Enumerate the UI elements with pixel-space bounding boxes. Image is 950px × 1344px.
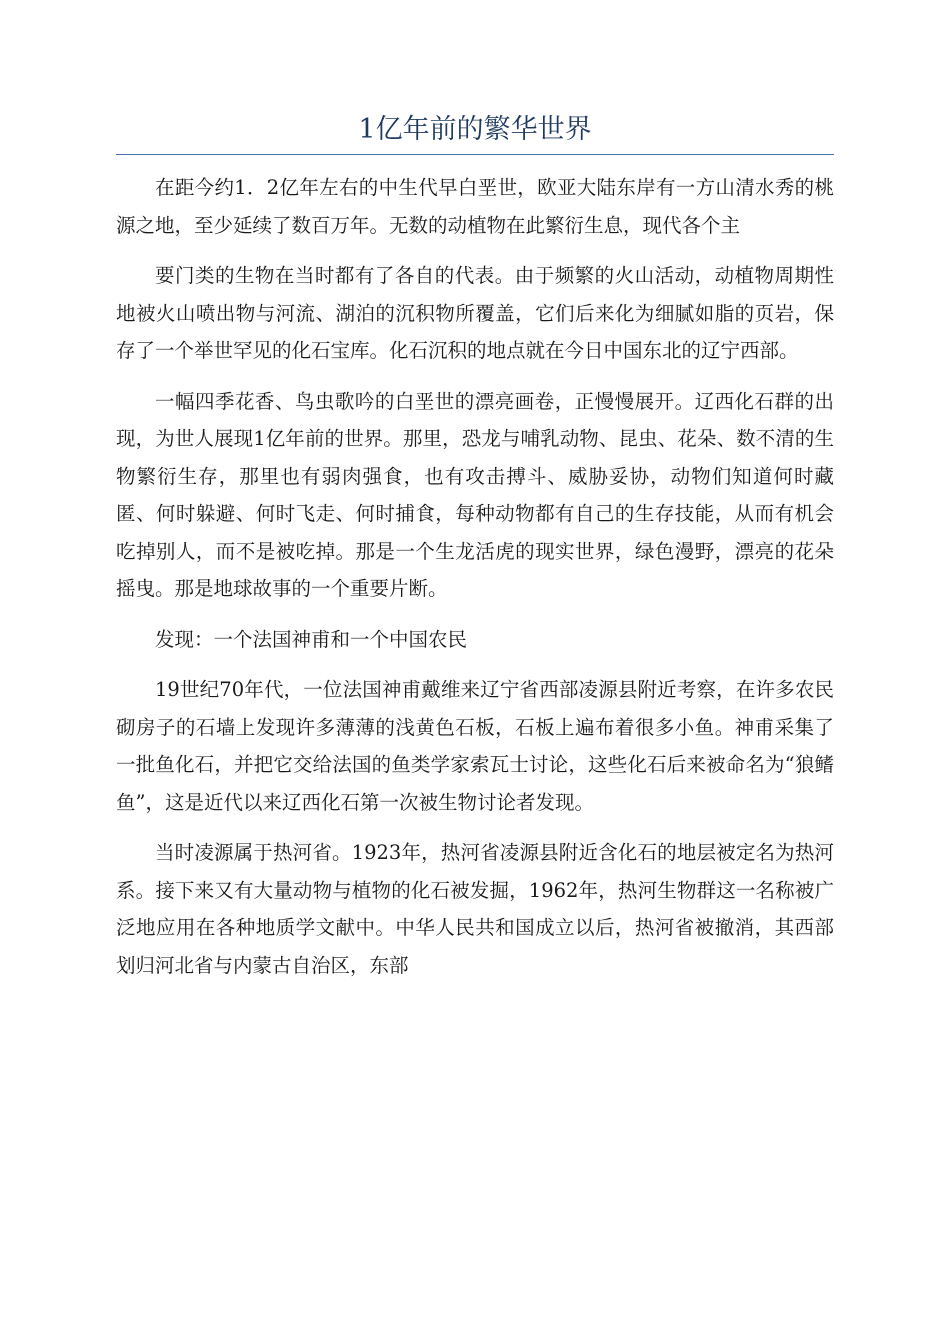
paragraph-2: 要门类的生物在当时都有了各自的代表。由于频繁的火山活动，动植物周期性地被火山喷出物与河流、湖泊的沉积物所覆盖，它们后来化为细腻如脂的页岩，保存了一个举世罕见的化石宝库。化石沉积的地点就在今日中国东北的辽宁西部。 [116, 264, 834, 362]
section-heading-discovery: 发现：一个法国神甫和一个中国农民 [155, 627, 468, 651]
paragraph-4: 19世纪70年代，一位法国神甫戴维来辽宁省西部凌源县附近考察，在许多农民砌房子的石墙上发现许多薄薄的浅黄色石板，石板上遍布着很多小鱼。神甫采集了一批鱼化石，并把它交给法国的鱼类学家索瓦士讨论，这些化石后来被命名为“狼鳍鱼”，这是近代以来辽西化石第一次被生物讨论者发现。 [116, 678, 834, 814]
paragraph-1: 在距今约1．2亿年左右的中生代早白垩世，欧亚大陆东岸有一方山清水秀的桃源之地，至少延续了数百万年。无数的动植物在此繁衍生息，现代各个主 [116, 176, 834, 237]
document-title: 1亿年前的繁华世界 [358, 114, 592, 145]
paragraph-3: 一幅四季花香、鸟虫歌吟的白垩世的漂亮画卷，正慢慢展开。辽西化石群的出现，为世人展现1亿年前的世界。那里，恐龙与哺乳动物、昆虫、花朵、数不清的生物繁衍生存，那里也有弱肉强食，也有攻击搏斗、威胁妥协，动物们知道何时藏匿、何时躲避、何时飞走、何时捕食，每种动物都有自己的生存技能，从而有机会吃掉别人，而不是被吃掉。那是一个生龙活虎的现实世界，绿色漫野，漂亮的花朵摇曳。那是地球故事的一个重要片断。 [116, 389, 834, 600]
paragraph-5: 当时凌源属于热河省。1923年，热河省凌源县附近含化石的地层被定名为热河系。接下来又有大量动物与植物的化石被发掘，1962年，热河生物群这一名称被广泛地应用在各种地质学文献中。中华人民共和国成立以后，热河省被撤消，其西部划归河北省与内蒙古自治区，东部 [116, 841, 834, 977]
document-page [116, 108, 834, 997]
title-underline [116, 154, 834, 155]
